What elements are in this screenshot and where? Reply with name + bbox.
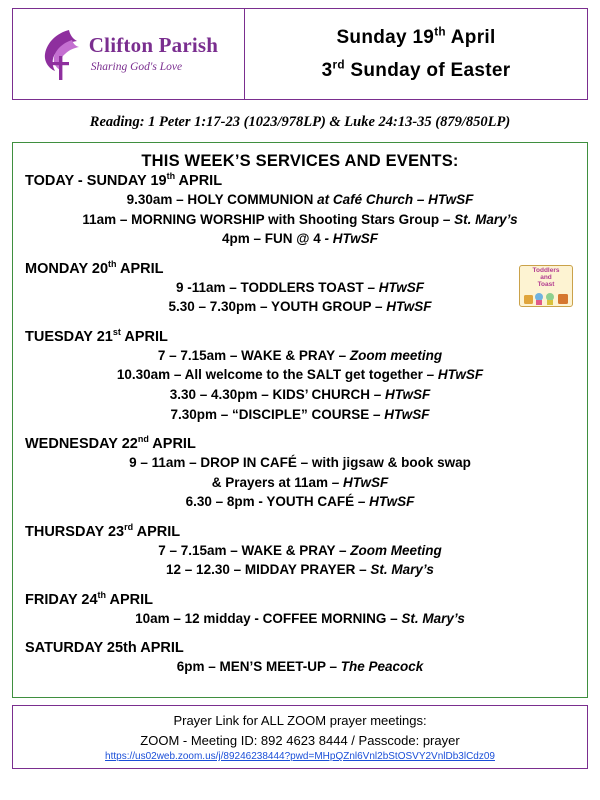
day-heading-ordinal: nd xyxy=(137,434,149,445)
event-item xyxy=(23,657,577,677)
day-group xyxy=(23,640,577,677)
header-season-ordinal: rd xyxy=(332,58,345,72)
event-location: Zoom Meeting xyxy=(350,542,442,558)
badge-line-1: Toddlers xyxy=(532,267,560,274)
event-text: 12 – 12.30 – MIDDAY PRAYER – xyxy=(166,562,371,578)
day-heading-month: APRIL xyxy=(148,436,196,453)
day-heading-month: APRIL xyxy=(133,523,181,540)
header-date-ordinal: th xyxy=(434,25,446,39)
day-heading-month: APRIL xyxy=(116,260,164,277)
event-text: 6pm – MEN’S MEET-UP – xyxy=(176,659,341,675)
event-item xyxy=(23,473,577,493)
event-location: – HTwSF xyxy=(375,299,432,315)
day-group xyxy=(23,521,577,580)
event-text: 10am – 12 midday - COFFEE MORNING – xyxy=(135,610,402,626)
event-text: 10.30am – All welcome to the SALT get together xyxy=(116,367,427,383)
event-item xyxy=(23,346,577,366)
badge-art-icon xyxy=(522,289,570,307)
day-group xyxy=(23,436,577,512)
event-text: 11am – MORNING WORSHIP with Shooting Stars Group xyxy=(82,211,443,227)
event-item xyxy=(23,453,577,473)
day-heading-text: SATURDAY 25th APRIL xyxy=(25,640,184,657)
header xyxy=(12,8,588,100)
event-item xyxy=(23,297,577,317)
header-season-number: 3 xyxy=(321,59,333,81)
day-heading-ordinal: st xyxy=(112,326,121,337)
event-item xyxy=(23,405,577,425)
day-heading xyxy=(25,258,577,277)
day-heading-ordinal: th xyxy=(166,171,176,182)
logo-text xyxy=(88,32,219,74)
day-group xyxy=(23,592,577,629)
event-location: – HTwSF xyxy=(426,367,484,383)
event-text: 5.30 – 7.30pm – YOUTH GROUP xyxy=(168,299,376,315)
event-item xyxy=(23,385,577,405)
event-location: The Peacock xyxy=(340,659,424,675)
services-title: THIS WEEK’S SERVICES AND EVENTS: xyxy=(141,152,459,170)
day-heading xyxy=(25,640,577,656)
logo xyxy=(39,26,218,82)
day-heading xyxy=(25,173,577,189)
header-date-text: Sunday 19 xyxy=(336,26,435,48)
day-group xyxy=(23,326,577,424)
day-heading-text: TODAY - SUNDAY 19 xyxy=(25,173,167,189)
event-location: – HTwSF xyxy=(357,494,415,510)
event-location: – HTwSF xyxy=(373,406,430,422)
event-location: St. Mary’s xyxy=(370,562,434,578)
day-heading-text: MONDAY 20 xyxy=(25,260,109,277)
event-location: – HTwSF xyxy=(331,474,389,490)
day-heading-month: APRIL xyxy=(175,173,223,189)
event-text: 9.30am – HOLY COMMUNION xyxy=(126,192,318,207)
day-group xyxy=(23,173,577,249)
day-heading-month: APRIL xyxy=(106,591,154,608)
event-text: 9 – 11am – DROP IN CAFÉ – with jigsaw & book swap xyxy=(129,455,471,471)
event-item xyxy=(23,541,577,561)
event-text: & Prayers at 11am xyxy=(211,474,332,490)
header-date-line xyxy=(336,27,495,49)
event-item xyxy=(23,278,577,298)
day-heading-text: WEDNESDAY 22 xyxy=(25,436,138,453)
header-season-line xyxy=(322,60,511,82)
event-text: 4pm – FUN @ 4 xyxy=(222,231,325,247)
day-heading-month: APRIL xyxy=(120,328,168,345)
toddlers-toast-badge-icon xyxy=(519,265,573,307)
day-heading-ordinal: th xyxy=(108,258,117,269)
event-item xyxy=(23,365,577,385)
logo-cell xyxy=(13,9,245,99)
event-location: St. Mary’s xyxy=(401,610,465,626)
event-location: at Café Church – HTwSF xyxy=(317,192,474,207)
event-text: 3.30 – 4.30pm – KIDS’ CHURCH xyxy=(169,386,374,402)
day-group xyxy=(23,258,577,317)
event-text: 7 – 7.15am – WAKE & PRAY – xyxy=(157,347,350,363)
event-text: 7 – 7.15am – WAKE & PRAY – xyxy=(158,542,351,558)
zoom-meeting-details: ZOOM - Meeting ID: 892 4623 8444 / Passcode: prayer xyxy=(140,732,460,748)
day-heading-text: THURSDAY 23 xyxy=(25,523,125,540)
title-cell xyxy=(245,9,587,99)
day-heading-ordinal: th xyxy=(97,590,107,601)
event-location: Zoom meeting xyxy=(349,347,443,363)
prayer-link-box xyxy=(12,705,588,769)
logo-subtitle: Sharing God's Love xyxy=(90,60,183,73)
event-item xyxy=(23,229,577,249)
day-heading xyxy=(25,326,577,345)
event-location: – St. Mary’s xyxy=(442,211,518,227)
day-heading xyxy=(25,436,577,452)
reading-line: Reading: 1 Peter 1:17-23 (1023/978LP) & Luke 24:13-35 (879/850LP) xyxy=(89,114,511,130)
header-date-month: April xyxy=(445,26,496,48)
day-heading-ordinal: rd xyxy=(124,521,134,532)
header-season-text: Sunday of Easter xyxy=(344,59,511,81)
badge-line-2: and xyxy=(540,273,552,281)
badge-line-3: Toast xyxy=(537,280,555,288)
event-location: – HTwSF xyxy=(373,386,431,402)
event-item xyxy=(23,210,577,230)
event-location: – HTwSF xyxy=(367,279,425,295)
event-item xyxy=(23,609,577,629)
event-text: 9 -11am – TODDLERS TOAST xyxy=(175,279,368,295)
event-item xyxy=(23,492,577,512)
day-heading-text: FRIDAY 24 xyxy=(25,591,98,608)
event-text: 6.30 – 8pm - YOUTH CAFÉ xyxy=(185,494,358,510)
event-location: - HTwSF xyxy=(324,231,378,247)
event-item xyxy=(23,560,577,580)
day-heading xyxy=(25,592,577,608)
dove-cross-icon xyxy=(39,26,85,82)
event-item xyxy=(23,190,577,210)
event-text: 7.30pm – “DISCIPLE” COURSE xyxy=(170,406,374,422)
day-heading xyxy=(25,521,577,540)
prayer-link-title: Prayer Link for ALL ZOOM prayer meetings: xyxy=(173,713,427,728)
zoom-meeting-link[interactable]: https://us02web.zoom.us/j/89246238444?pwd=MHpQZnl6Vnl2bStOSVY2VnlDb3lCdz09 xyxy=(105,751,495,762)
services-box xyxy=(12,142,588,698)
logo-title: Clifton Parish xyxy=(88,32,219,57)
day-heading-text: TUESDAY 21 xyxy=(25,328,113,345)
